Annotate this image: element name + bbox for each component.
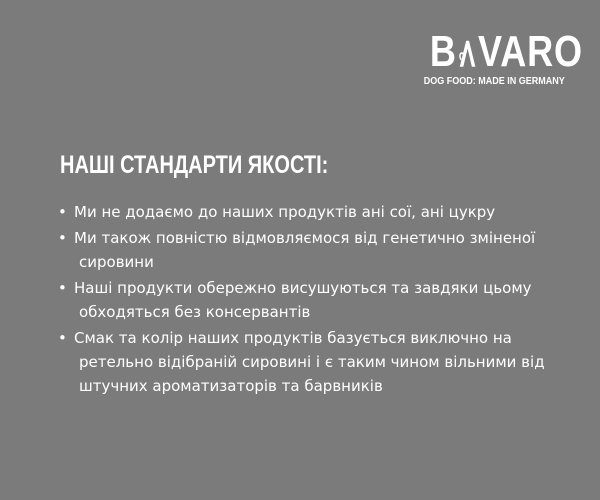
logo-letter-b: B [429, 27, 457, 76]
dog-icon [457, 37, 478, 67]
list-item-text-continued: обходяться без консервантів [79, 303, 311, 321]
bullet-icon: • [58, 203, 67, 221]
section-heading: НАШІ СТАНДАРТИ ЯКОСТІ: [60, 151, 329, 179]
list-item [58, 226, 558, 274]
list-item-text-continued: штучних ароматизаторів та барвників [79, 377, 383, 395]
bullet-icon: • [58, 229, 67, 247]
bullet-icon: • [58, 329, 67, 347]
list-item [58, 326, 558, 398]
list-item-text: Ми також повністю відмовляємося від генетично зміненої [74, 229, 536, 247]
logo-tagline: DOG FOOD: MADE IN GERMANY [423, 76, 565, 87]
list-item-text: Смак та колір наших продуктів базується виключно на [74, 329, 512, 347]
quality-standards-list [58, 200, 558, 400]
list-item-text: Ми не додаємо до наших продуктів ані сої, ані цукру [74, 203, 496, 221]
list-item-text: Наші продукти обережно висушуються та завдяки цьому [74, 279, 532, 297]
brand-logo [416, 27, 583, 88]
bullet-icon: • [58, 279, 67, 297]
list-item [58, 200, 558, 224]
logo-wordmark [429, 27, 583, 76]
logo-letters-varo: VARO [478, 27, 583, 76]
list-item [58, 276, 558, 324]
list-item-text-continued: сировини [79, 253, 154, 271]
list-item-text-continued: ретельно відібраній сировині і є таким чином вільними від [79, 353, 545, 371]
